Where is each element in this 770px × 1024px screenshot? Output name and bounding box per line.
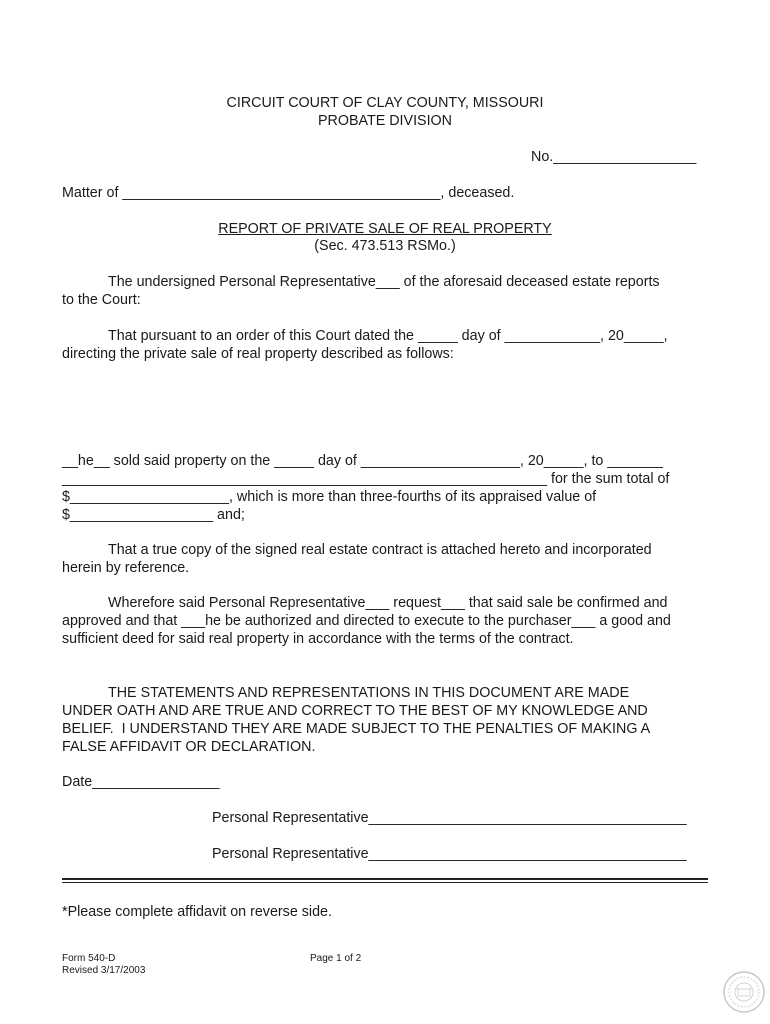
wherefore-paragraph-line2: approved and that ___he be authorized and directed to execute to the purchaser___ a good and <box>62 613 671 629</box>
form-number: Form 540-D <box>62 953 116 964</box>
oath-statement-line2: UNDER OATH AND ARE TRUE AND CORRECT TO THE BEST OF MY KNOWLEDGE AND <box>62 703 648 719</box>
intro-paragraph-line2: to the Court: <box>62 292 141 308</box>
matter-of-line: Matter of ________________________________________, deceased. <box>62 185 515 201</box>
case-number-field: No.__________________ <box>531 149 697 165</box>
statute-reference: (Sec. 473.513 RSMo.) <box>314 238 456 254</box>
wherefore-paragraph-line3: sufficient deed for said real property in accordance with the terms of the contract. <box>62 631 574 647</box>
page-number: Page 1 of 2 <box>310 953 362 964</box>
personal-representative-signature-2: Personal Representative________________________________________ <box>212 846 687 862</box>
reverse-side-note: *Please complete affidavit on reverse side. <box>62 904 332 920</box>
court-name: CIRCUIT COURT OF CLAY COUNTY, MISSOURI <box>226 95 544 111</box>
intro-paragraph-line1: The undersigned Personal Representative___ of the aforesaid deceased estate reports <box>108 274 660 290</box>
order-paragraph-line2: directing the private sale of real property described as follows: <box>62 346 454 362</box>
footer-divider-thick <box>62 878 708 880</box>
oath-statement-line4: FALSE AFFIDAVIT OR DECLARATION. <box>62 739 316 755</box>
oath-statement-line3: BELIEF. I UNDERSTAND THEY ARE MADE SUBJECT TO THE PENALTIES OF MAKING A <box>62 721 651 737</box>
wherefore-paragraph-line1: Wherefore said Personal Representative___ request___ that said sale be confirmed and <box>108 595 668 611</box>
sale-paragraph-line4: $__________________ and; <box>62 507 245 523</box>
court-seal-icon <box>722 970 766 1014</box>
contract-paragraph-line1: That a true copy of the signed real estate contract is attached hereto and incorporated <box>108 542 652 558</box>
contract-paragraph-line2: herein by reference. <box>62 560 190 576</box>
document-title: REPORT OF PRIVATE SALE OF REAL PROPERTY <box>218 221 552 237</box>
personal-representative-signature-1: Personal Representative________________________________________ <box>212 810 687 826</box>
date-field: Date________________ <box>62 774 220 790</box>
sale-paragraph-line2: _____________________________________________________________ for the sum total of <box>62 471 670 487</box>
order-paragraph-line1: That pursuant to an order of this Court dated the _____ day of ____________, 20_____, <box>108 328 668 344</box>
revision-date: Revised 3/17/2003 <box>62 965 146 976</box>
division-name: PROBATE DIVISION <box>318 113 452 129</box>
sale-paragraph-line3: $____________________, which is more than three-fourths of its appraised value of <box>62 489 597 505</box>
oath-statement-line1: THE STATEMENTS AND REPRESENTATIONS IN THIS DOCUMENT ARE MADE <box>108 685 630 701</box>
sale-paragraph-line1: __he__ sold said property on the _____ day of ____________________, 20_____, to _______ <box>62 453 663 469</box>
footer-divider-thin <box>62 882 708 883</box>
